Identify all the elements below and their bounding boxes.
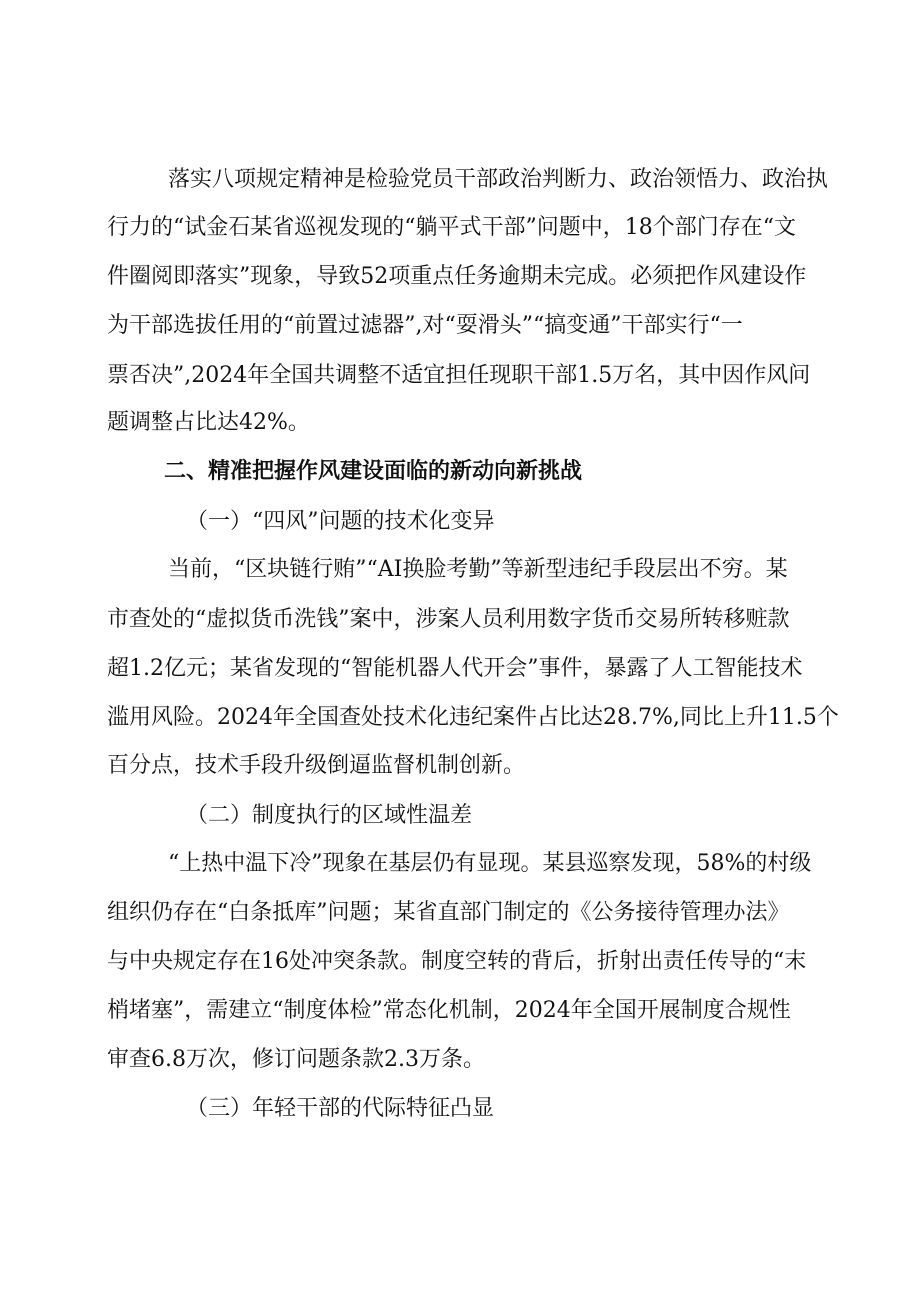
subsection-1-line-4: 滥用风险。2024年全国查处技术化违纪案件占比达28.7%,同比上升11.5个 bbox=[107, 705, 839, 730]
subsection-1-line-1: 当前，“区块链行贿”“AI换脸考勤”等新型违纪手段层出不穷。某 bbox=[168, 557, 788, 582]
paragraph-1-line-4: 为干部选拔任用的“前置过滤器”,对“耍滑头”“搞变通”干部实行“一 bbox=[107, 313, 743, 338]
paragraph-1-line-6: 题调整占比达42%。 bbox=[107, 410, 310, 435]
subsection-2-line-2: 组织仍存在“白条抵库”问题；某省直部门制定的《公务接待管理办法》 bbox=[107, 900, 790, 925]
subsection-3-title: （三）年轻干部的代际特征凸显 bbox=[186, 1096, 495, 1121]
paragraph-1-line-1: 落实八项规定精神是检验党员干部政治判断力、政治领悟力、政治执 bbox=[168, 167, 829, 192]
subsection-1-line-3: 超1.2亿元；某省发现的“智能机器人代开会”事件，暴露了人工智能技术 bbox=[107, 656, 803, 681]
subsection-2-line-3: 与中央规定存在16处冲突条款。制度空转的背后，折射出责任传导的“末 bbox=[107, 949, 807, 974]
paragraph-1-line-3: 件圈阅即落实”现象，导致52项重点任务逾期未完成。必须把作风建设作 bbox=[107, 264, 807, 289]
subsection-2-line-5: 审查6.8万次，修订问题条款2.3万条。 bbox=[107, 1047, 485, 1072]
subsection-2-line-1: “上热中温下冷”现象在基层仍有显现。某县巡察发现，58%的村级 bbox=[168, 851, 812, 876]
subsection-1-title: （一）“四风”问题的技术化变异 bbox=[186, 509, 495, 534]
paragraph-1-line-5: 票否决”,2024年全国共调整不适宜担任现职干部1.5万名，其中因作风问 bbox=[107, 363, 811, 388]
subsection-1-line-2: 市查处的“虚拟货币洗钱”案中，涉案人员利用数字货币交易所转移赃款 bbox=[107, 607, 790, 632]
paragraph-1-line-2: 行力的“试金石某省巡视发现的“躺平式干部”问题中，18个部门存在“文 bbox=[107, 215, 796, 240]
subsection-2-line-4: 梢堵塞”，需建立“制度体检”常态化机制，2024年全国开展制度合规性 bbox=[107, 998, 791, 1023]
subsection-2-title: （二）制度执行的区域性温差 bbox=[186, 803, 473, 828]
subsection-1-line-5: 百分点，技术手段升级倒逼监督机制创新。 bbox=[107, 753, 526, 778]
section-2-heading: 二、精准把握作风建设面临的新动向新挑战 bbox=[164, 459, 583, 484]
